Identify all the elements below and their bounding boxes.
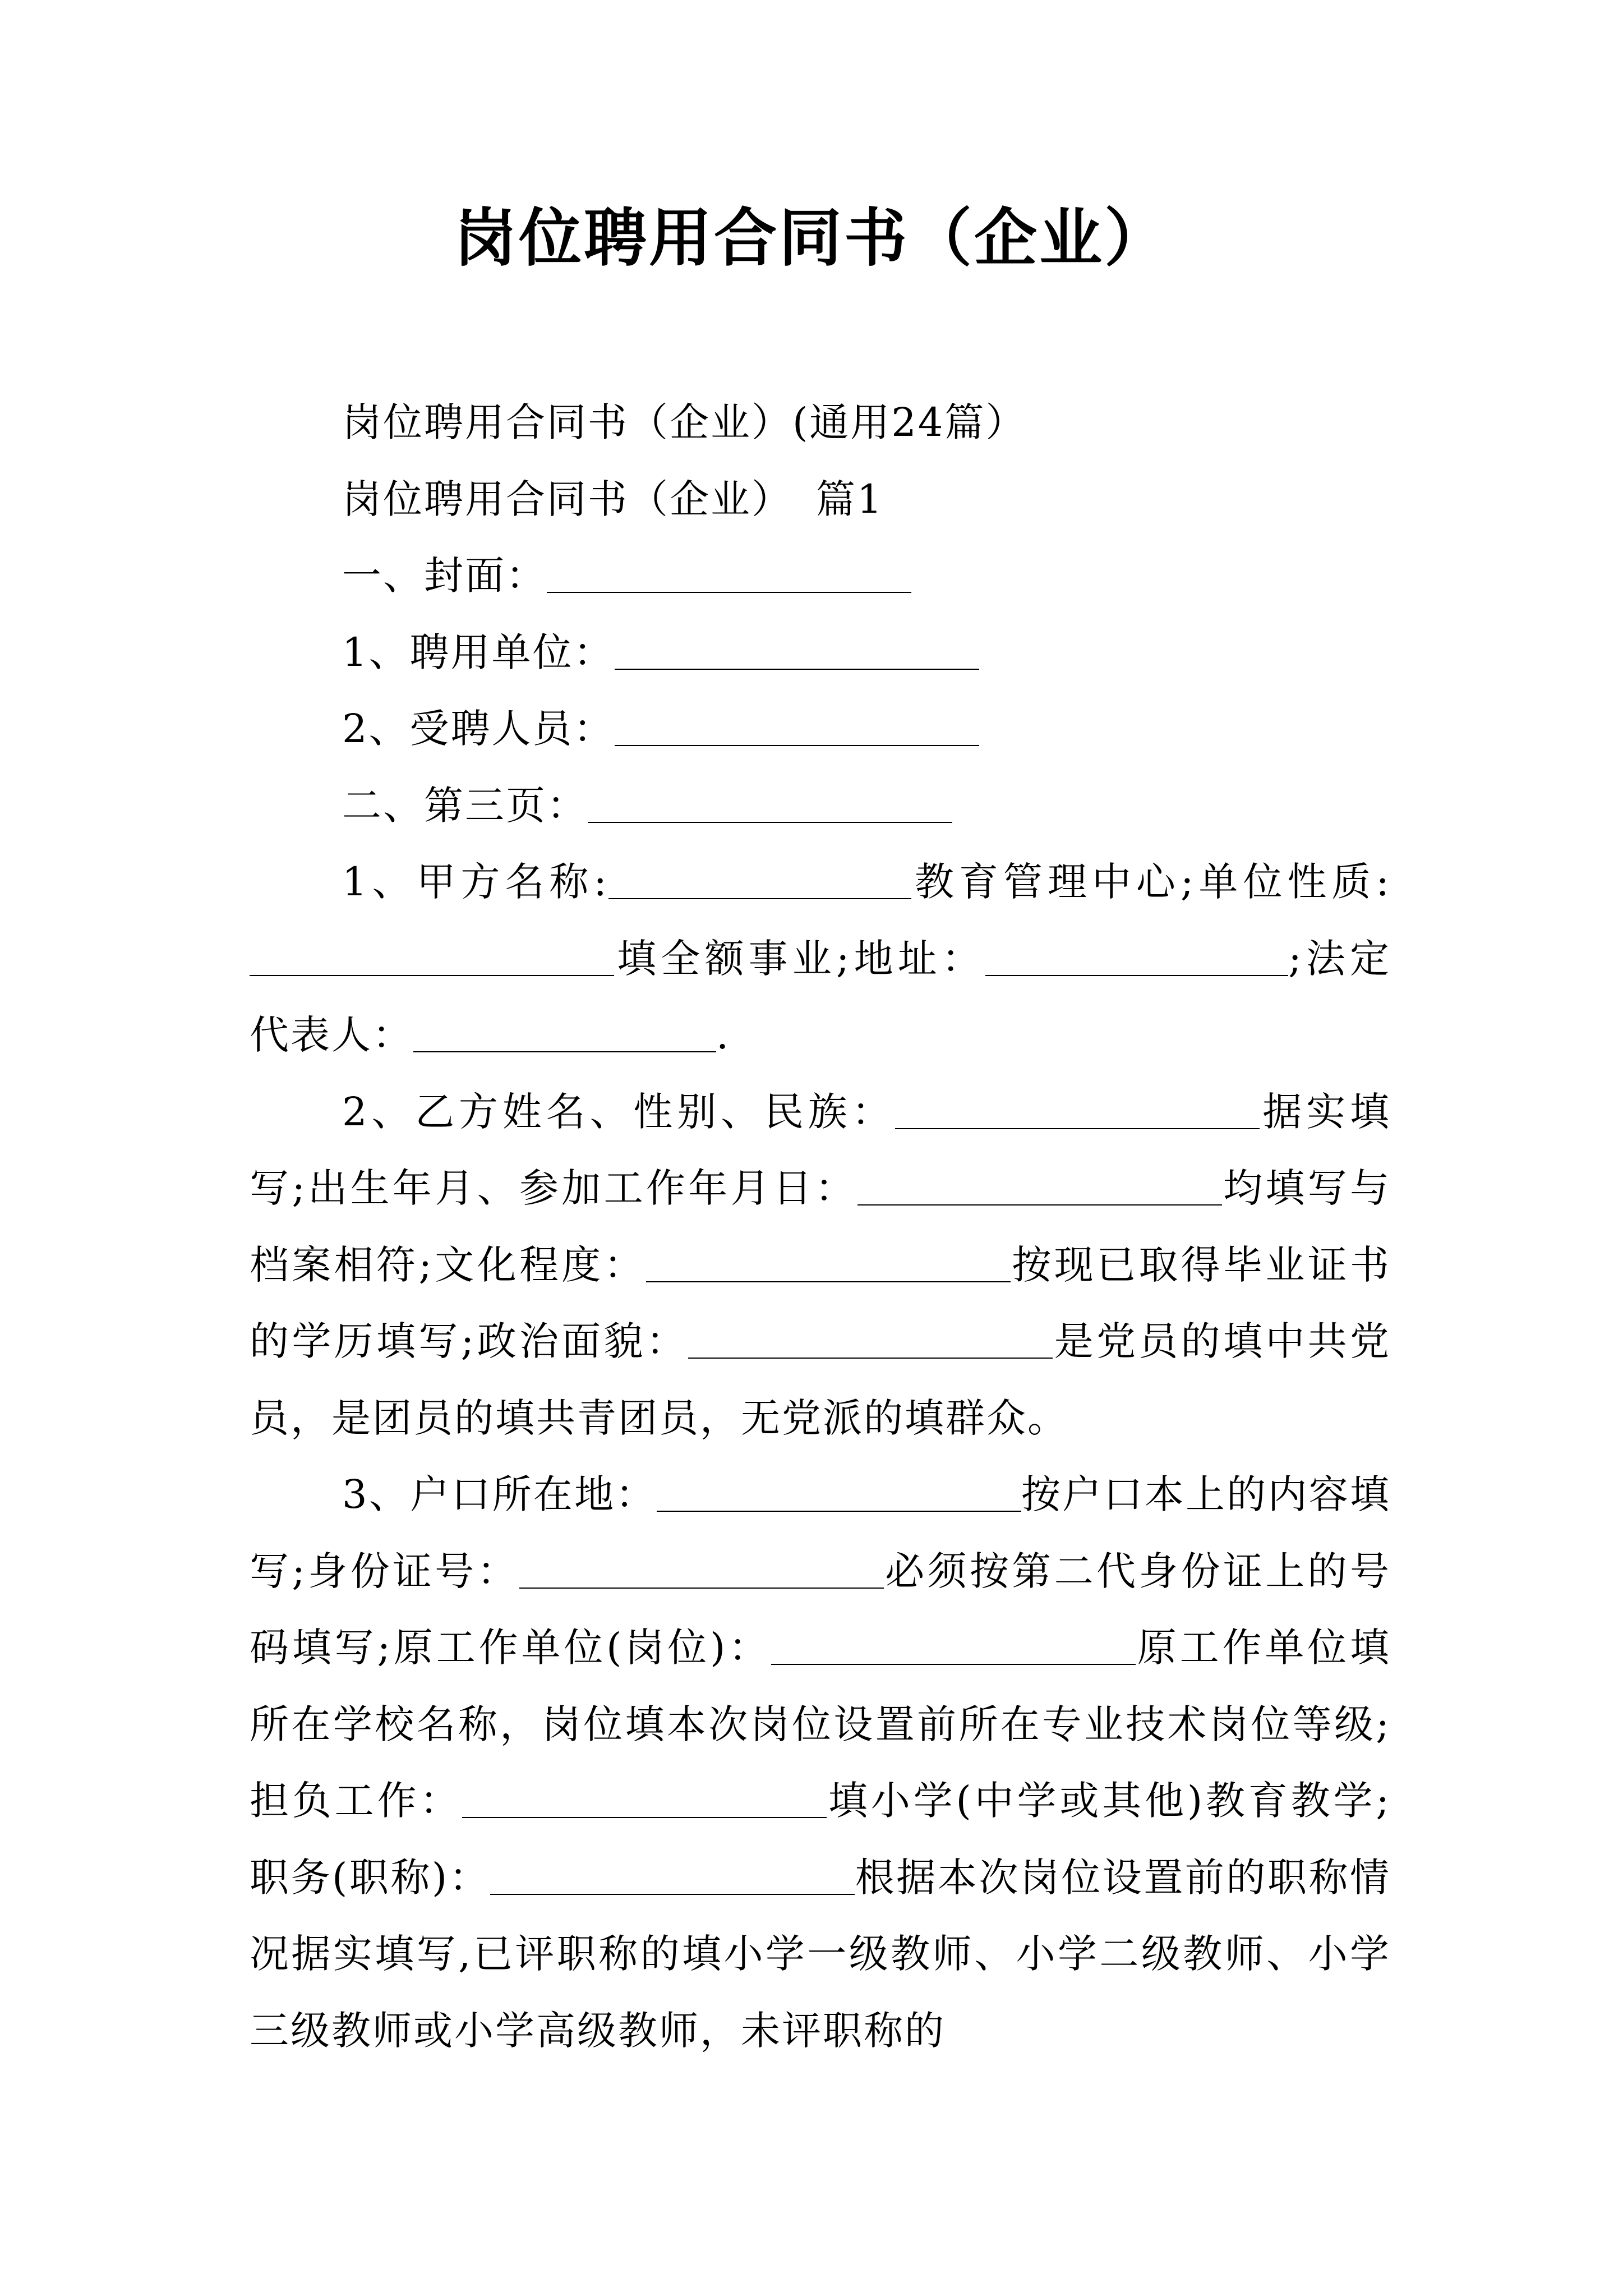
party-a-address-label: 填全额事业;地址： [614,935,986,982]
party-b-birth-blank [857,1169,1222,1205]
party-b-political-note: 是党员的填中共党员，是团员的填共青团员，无党派的填群众。 [250,1318,1391,1441]
party-b-political-blank [688,1322,1053,1359]
party-b-education-blank [646,1246,1011,1282]
party-b-political-label: 按现已取得毕业证书的学历填写;政治面貌： [250,1241,1391,1364]
employee-blank [615,710,979,746]
cover-label: 一、封面： [342,553,547,599]
duty-blank [462,1782,827,1818]
residence-label: 3、户口所在地： [342,1471,657,1517]
employer-line [250,614,1391,691]
party-b-name-label: 2、乙方姓名、性别、民族： [342,1088,896,1135]
party-a-name-blank [608,863,911,899]
title-blank [490,1858,855,1895]
page-three-line [250,767,1391,844]
section-heading-name: 岗位聘用合同书（企业） [342,476,792,522]
employer-blank [615,633,979,670]
section-heading-number: 篇1 [816,476,884,522]
party-a-rep-label: ;法定代表人： [250,935,1391,1058]
party-a-rep-blank [413,1016,716,1052]
employee-label: 2、受聘人员： [342,706,615,752]
former-unit-blank [771,1628,1136,1665]
document-body [250,384,1391,2069]
id-number-blank [519,1552,884,1589]
party-a-nature-label: 教育管理中心;单位性质: [911,859,1391,905]
party-b-birth-label: 据实填写;出生年月、参加工作年月日： [250,1088,1391,1211]
former-unit-label: 必须按第二代身份证上的号码填写;原工作单位(岗位)： [250,1548,1391,1671]
residence-paragraph [250,1456,1391,2069]
page-three-blank [588,786,952,823]
party-b-name-blank [895,1093,1260,1129]
party-a-paragraph [250,844,1391,1074]
cover-line [250,537,1391,614]
duty-label: 原工作单位填所在学校名称，岗位填本次岗位设置前所在专业技术岗位等级;担负工作： [250,1625,1391,1824]
cover-blank [547,556,911,593]
party-a-name-label: 1、甲方名称: [342,859,609,905]
party-b-paragraph [250,1074,1391,1457]
party-a-end: . [716,1012,731,1058]
party-a-address-blank [985,940,1288,976]
employee-line [250,691,1391,767]
title-label: 填小学(中学或其他)教育教学;职务(职称)： [250,1778,1391,1901]
document-title: 岗位聘用合同书（企业） [454,202,1169,275]
document-subtitle: 岗位聘用合同书（企业）(通用24篇） [342,399,1027,445]
party-b-education-label: 均填写与档案相符;文化程度： [250,1165,1391,1288]
party-a-nature-blank [250,940,614,976]
page-three-label: 二、第三页： [342,782,588,829]
section-heading [250,461,1391,538]
id-number-label: 按户口本上的内容填写;身份证号： [250,1471,1391,1594]
employer-label: 1、聘用单位： [342,629,615,675]
residence-blank [657,1475,1021,1512]
title-note: 根据本次岗位设置前的职称情况据实填写,已评职称的填小学一级教师、小学二级教师、小学三级教师或小学高级教师，未评职称的 [250,1854,1391,2054]
